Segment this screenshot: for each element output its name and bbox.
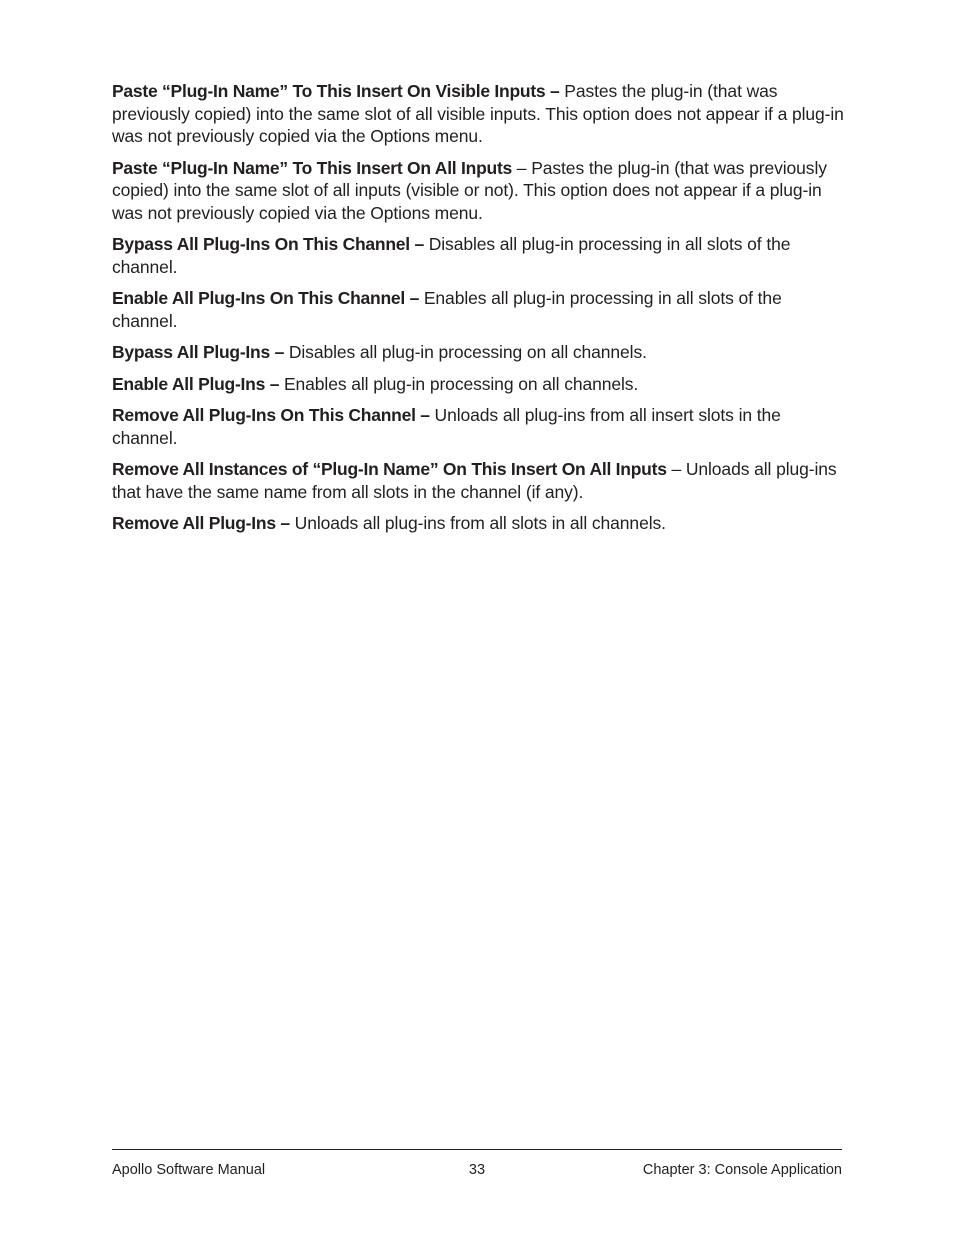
definition-text: Pastes the plug-in (that was previously copied) into the same slot of all visible inputs. This option does not appear if a plug-in was not previously copied via the Options menu. [112,81,844,146]
definition-term: Remove All Instances of “Plug-In Name” On This Insert On All Inputs [112,459,667,479]
definition-text: Unloads all plug-ins from all insert slots in the channel. [112,405,781,448]
chapter-title: Chapter 3: Console Application [642,1162,842,1178]
definition-enable-all [112,373,844,396]
definition-term: Bypass All Plug-Ins On This Channel – [112,234,424,254]
definition-term: Bypass All Plug-Ins – [112,342,285,362]
definition-term: Remove All Plug-Ins – [112,513,290,533]
definition-enable-channel [112,287,844,332]
definition-remove-all [112,512,844,535]
page-footer [112,1160,842,1180]
definition-term: Paste “Plug-In Name” To This Insert On Visible Inputs – [112,81,560,101]
definition-text: Disables all plug-in processing in all slots of the channel. [112,234,791,277]
manual-title: Apollo Software Manual [112,1162,266,1178]
definition-text: Enables all plug-in processing in all slots of the channel. [112,288,782,331]
page-number: 33 [468,1162,486,1178]
definition-term: Paste “Plug-In Name” To This Insert On All Inputs [112,157,513,178]
definition-bypass-all [112,341,844,364]
definition-text: Unloads all plug-ins from all slots in all channels. [289,513,666,533]
definition-text: – Pastes the plug-in (that was previously copied) into the same slot of all inputs (visible or not). This option does not appear if a plug-in was not previously copied via the Options menu. [112,157,827,223]
definition-paste-visible-inputs [112,80,844,148]
footer-divider [112,1149,842,1150]
definition-text: Disables all plug-in processing on all channels. [284,342,647,362]
definition-remove-channel [112,404,844,449]
definition-text: – Unloads all plug-ins that have the same name from all slots in the channel (if any). [112,459,837,502]
definition-term: Enable All Plug-Ins – [112,373,280,394]
definition-text: Enables all plug-in processing on all channels. [279,373,639,394]
definition-paste-all-inputs [112,157,844,225]
definition-remove-instances [112,458,844,503]
definition-bypass-channel [112,233,844,278]
definition-term: Remove All Plug-Ins On This Channel – [112,405,430,425]
definition-term: Enable All Plug-Ins On This Channel – [112,288,420,308]
document-body [112,80,844,544]
